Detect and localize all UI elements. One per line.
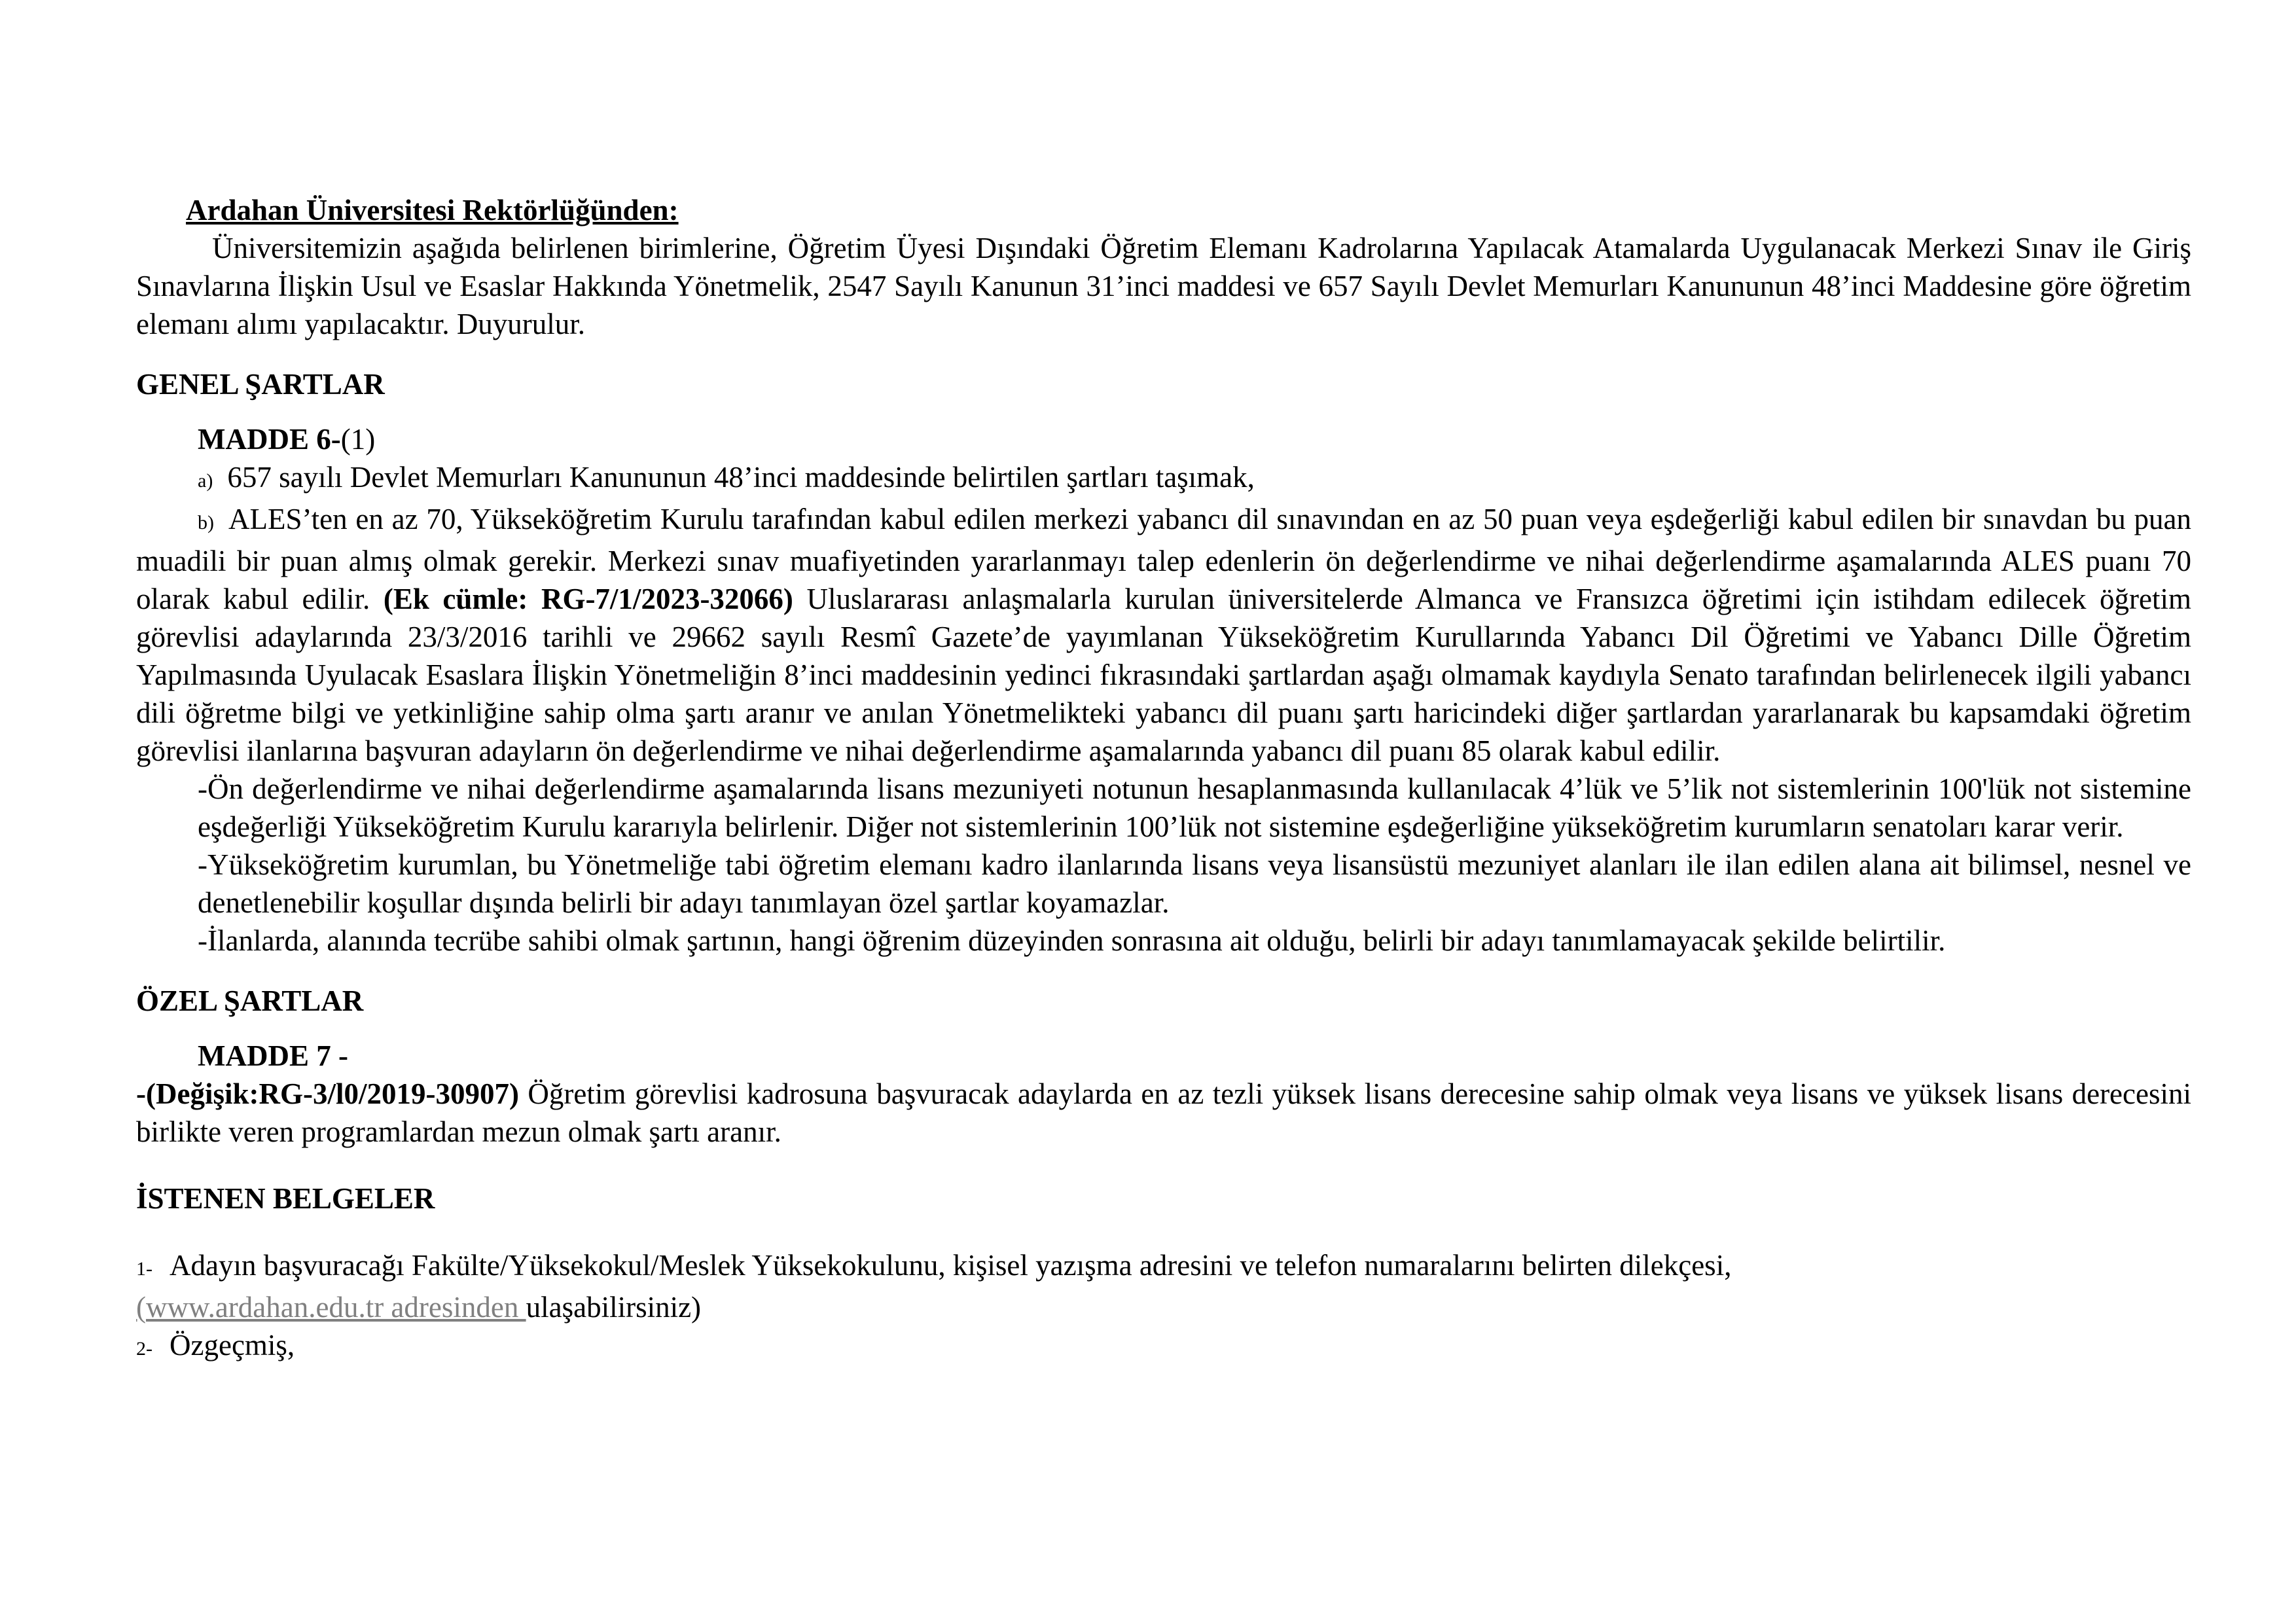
document-item-1-marker: 1- (136, 1258, 152, 1280)
document-item-2 (136, 1326, 2191, 1368)
document-item-1 (136, 1246, 2191, 1288)
section-title-genel: GENEL ŞARTLAR (136, 368, 385, 401)
website-link[interactable]: www.ardahan.edu.tr adresinden (146, 1291, 526, 1324)
announcement-body (136, 191, 2191, 1368)
item-a (136, 458, 2191, 500)
document-item-2-text: Özgeçmiş, (170, 1329, 295, 1362)
madde-6-label: MADDE 6- (198, 423, 341, 456)
section-title-belgeler: İSTENEN BELGELER (136, 1182, 435, 1215)
document-item-1-link-rest: ulaşabilirsiniz) (526, 1291, 702, 1324)
section-title-ozel: ÖZEL ŞARTLAR (136, 984, 364, 1017)
madde-6-heading (136, 420, 2191, 458)
dash-paragraph-1: -Ön değerlendirme ve nihai değerlendirme aşamalarında lisans mezuniyeti notunun hesaplanmasında kullanılacak 4’lük ve 5’lik not sistemlerinin 100'lük not sistemine eşdeğerliği Yükseköğretim Kurulu kararıyla belirlenir. Diğer not sistemlerinin 100’lük not sistemine eşdeğerliğine yükseköğretim kurumların senatoları karar verir. (198, 772, 2191, 843)
madde-7-text: Öğretim görevlisi kadrosuna başvuracak adaylarda en az tezli yüksek lisans derecesine sahip olmak veya lisans ve yüksek lisans derecesini birlikte veren programlardan mezun olmak şartı aranır. (136, 1077, 2191, 1148)
item-b-amendment-ref: (Ek cümle: RG-7/1/2023-32066) (383, 583, 793, 615)
document-item-1-text: Adayın başvuracağı Fakülte/Yüksekokul/Meslek Yüksekokulunu, kişisel yazışma adresini ve telefon numaralarını belirten dilekçesi, (170, 1249, 1732, 1282)
madde-6-number: (1) (340, 423, 376, 456)
announcement-title: Ardahan Üniversitesi Rektörlüğünden: (186, 194, 679, 226)
madde-7-paragraph (136, 1075, 2191, 1151)
document-item-1-link-open: ( (136, 1291, 146, 1324)
dash-paragraph-2: -Yükseköğretim kurumlan, bu Yönetmeliğe tabi öğretim elemanı kadro ilanlarında lisans veya lisansüstü mezuniyet alanları ile ilan edilen alana ait bilimsel, nesnel ve denetlenebilir koşullar dışında belirli bir adayı tanımlayan özel şartlar koyamazlar. (198, 848, 2191, 919)
item-a-text: 657 sayılı Devlet Memurları Kanununun 48’inci maddesinde belirtilen şartları taşımak, (227, 461, 1255, 494)
madde-7-amendment-ref: -(Değişik:RG-3/l0/2019-30907) (136, 1077, 519, 1110)
item-b-text-1: ALES’ten en az 70, Yükseköğretim Kurulu tarafından kabul edilen merkezi yabancı dil sınavından en az 50 puan veya eşdeğerliği kabul edilen bir sınavdan bu puan muadili bir puan almış olmak gerekir. Merkezi sınav muafiyetinden yararlanmayı talep edenlerin ön değerlendirme ve nihai değerlendirme aşamalarında ALES puanı 70 olarak kabul edilir. (136, 503, 2191, 615)
document-item-2-marker: 2- (136, 1338, 152, 1360)
item-b-text-2: Uluslararası anlaşmalarla kurulan üniversitelerde Almanca ve Fransızca öğretimi için istihdam edilecek öğretim görevlisi adaylarında 23/3/2016 tarihli ve 29662 sayılı Resmî Gazete’de yayımlanan Yükseköğretim Kurullarında Yabancı Dil Öğretimi ve Yabancı Dille Öğretim Yapılmasında Uyulacak Esaslara İlişkin Yönetmeliğin 8’inci maddesinin yedinci fıkrasındaki şartlardan aşağı olmamak kaydıyla Senato tarafından belirlenecek ilgili yabancı dili öğretme bilgi ve yetkinliğine sahip olma şartı aranır ve anılan Yönetmelikteki yabancı dil puanı şartı haricindeki diğer şartlardan yararlanarak bu kapsamdaki öğretim görevlisi ilanlarına başvuran adayların ön değerlendirme ve nihai değerlendirme aşamalarında yabancı dil puanı 85 olarak kabul edilir. (136, 583, 2191, 767)
item-a-marker: a) (198, 470, 213, 492)
item-b-marker: b) (198, 512, 214, 533)
document-item-1-link-line (136, 1288, 2191, 1326)
item-b (136, 500, 2191, 770)
intro-paragraph: Üniversitemizin aşağıda belirlenen birimlerine, Öğretim Üyesi Dışındaki Öğretim Elemanı Kadrolarına Yapılacak Atamalarda Uygulanacak Merkezi Sınav ile Giriş Sınavlarına İlişkin Usul ve Esaslar Hakkında Yönetmelik, 2547 Sayılı Kanunun 31’inci maddesi ve 657 Sayılı Devlet Memurları Kanununun 48’inci Maddesine göre öğretim elemanı alımı yapılacaktır. Duyurulur. (136, 232, 2191, 340)
madde-7-heading: MADDE 7 - (198, 1039, 348, 1072)
dash-paragraph-3: -İlanlarda, alanında tecrübe sahibi olmak şartının, hangi öğrenim düzeyinden sonrasına ait olduğu, belirli bir adayı tanımlamayacak şekilde belirtilir. (198, 924, 1946, 957)
